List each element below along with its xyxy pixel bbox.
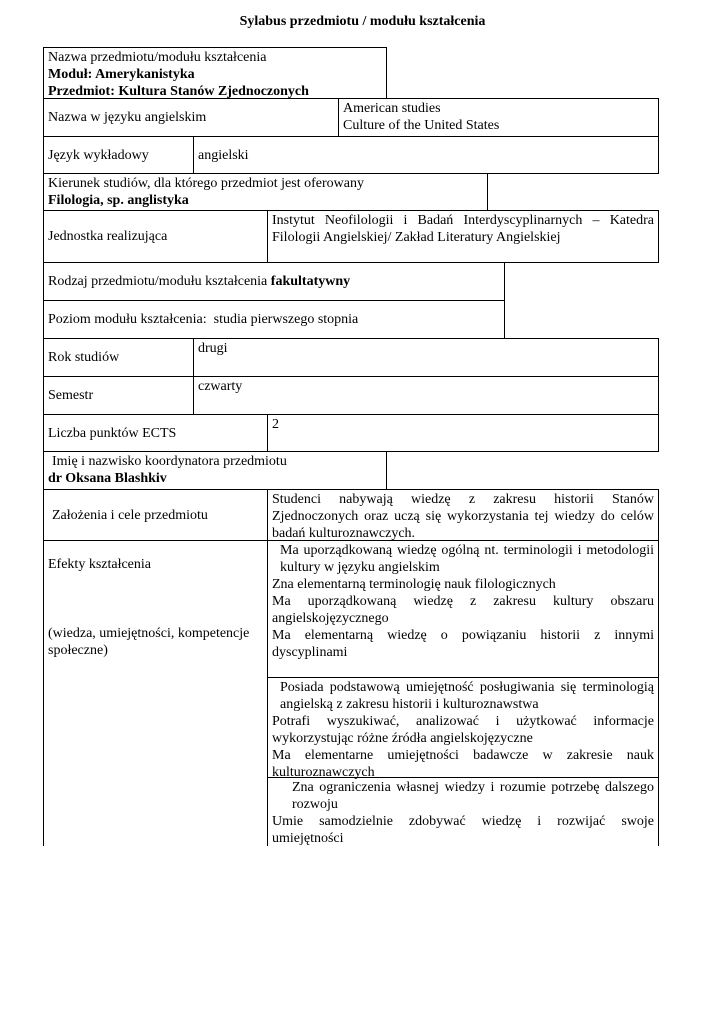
direction-value: Filologia, sp. anglistyka xyxy=(48,193,189,208)
goals-value: Studenci nabywają wiedzę z zakresu historii Stanów Zjednoczonych oraz uczą się wykorzystania tej wiedzy do celów badań kulturoznawczych. xyxy=(272,492,654,541)
english-name-line1: American studies xyxy=(343,101,441,116)
type-label: Rodzaj przedmiotu/modułu kształcenia xyxy=(48,274,268,289)
goals-label: Założenia i cele przedmiotu xyxy=(52,507,208,523)
level-value: studia pierwszego stopnia xyxy=(213,312,359,327)
ects-value-cell xyxy=(267,414,659,452)
outcomes-label-cell xyxy=(43,540,268,846)
outcomes-sub-label: (wiedza, umiejętności, kompetencje społeczne) xyxy=(48,626,250,658)
unit-value-cell xyxy=(267,210,659,263)
outcome-knowledge-3: Ma uporządkowaną wiedzę z zakresu kultury obszaru angielskojęzycznego xyxy=(272,594,654,626)
outcome-competences-2: Umie samodzielnie zdobywać wiedzę i rozwijać swoje umiejętności xyxy=(272,814,654,846)
type-cell xyxy=(43,262,505,301)
english-name-line2: Culture of the United States xyxy=(343,118,500,133)
level-cell xyxy=(43,300,505,339)
goals-value-cell xyxy=(267,489,659,541)
subject-name-cell xyxy=(43,47,387,99)
outcome-skills-1: Posiada podstawową umiejętność posługiwania się terminologią angielską z zakresu historii i kulturoznawstwa xyxy=(280,680,654,712)
outcome-competences-1: Zna ograniczenia własnej wiedzy i rozumie potrzebę dalszego rozwoju xyxy=(292,780,654,812)
outcomes-competences-cell xyxy=(267,777,659,846)
semester-label-cell xyxy=(43,376,194,415)
direction-label: Kierunek studiów, dla którego przedmiot jest oferowany xyxy=(48,176,364,191)
semester-label: Semestr xyxy=(48,388,94,403)
language-value-cell xyxy=(193,136,659,174)
language-value: angielski xyxy=(198,147,249,163)
unit-label-cell xyxy=(43,210,268,263)
ects-value: 2 xyxy=(272,417,279,432)
language-label: Język wykładowy xyxy=(48,147,149,163)
language-label-cell xyxy=(43,136,194,174)
semester-value-cell xyxy=(193,376,659,415)
outcome-knowledge-1: Ma uporządkowaną wiedzę ogólną nt. terminologii i metodologii kultury w języku angielskim xyxy=(280,543,654,575)
outcome-skills-3: Ma elementarne umiejętności badawcze w zakresie nauk kulturoznawczych xyxy=(272,748,654,780)
year-value-cell xyxy=(193,338,659,377)
unit-value: Instytut Neofilologii i Badań Interdyscyplinarnych – Katedra Filologii Angielskiej/ Zakład Literatury Angielskiej xyxy=(272,213,654,245)
coordinator-label: Imię i nazwisko koordynatora przedmiotu xyxy=(52,454,287,469)
outcome-knowledge-2: Zna elementarną terminologię nauk filologicznych xyxy=(272,577,556,592)
page-title: Sylabus przedmiotu / modułu kształcenia xyxy=(239,14,486,29)
coordinator-name: dr Oksana Blashkiv xyxy=(48,471,167,486)
ects-label: Liczba punktów ECTS xyxy=(48,425,177,441)
coordinator-cell xyxy=(43,451,387,490)
subject-name: Przedmiot: Kultura Stanów Zjednoczonych xyxy=(48,84,309,99)
outcome-knowledge-4: Ma elementarną wiedzę o powiązaniu historii z innymi dyscyplinami xyxy=(272,628,654,660)
divider xyxy=(43,540,268,541)
semester-value: czwarty xyxy=(198,379,243,394)
year-label-cell xyxy=(43,338,194,377)
outcomes-knowledge-cell xyxy=(267,540,659,678)
outcomes-label: Efekty kształcenia xyxy=(48,557,152,572)
subject-name-label: Nazwa przedmiotu/modułu kształcenia xyxy=(48,50,267,65)
ects-label-cell xyxy=(43,414,268,452)
year-label: Rok studiów xyxy=(48,350,120,365)
english-name-label-cell xyxy=(43,98,339,137)
outcome-skills-2: Potrafi wyszukiwać, analizować i użytkować informacje wykorzystując różne źródła angielskojęzyczne xyxy=(272,714,654,746)
english-name-label: Nazwa w języku angielskim xyxy=(48,110,207,125)
direction-cell xyxy=(43,173,488,211)
english-name-value-cell xyxy=(338,98,659,137)
type-value: fakultatywny xyxy=(270,274,351,289)
year-value: drugi xyxy=(198,341,228,356)
module-name: Moduł: Amerykanistyka xyxy=(48,67,195,82)
unit-label: Jednostka realizująca xyxy=(48,229,168,244)
level-label: Poziom modułu kształcenia: xyxy=(48,312,207,327)
goals-label-cell xyxy=(43,489,268,541)
outcomes-skills-cell xyxy=(267,677,659,778)
